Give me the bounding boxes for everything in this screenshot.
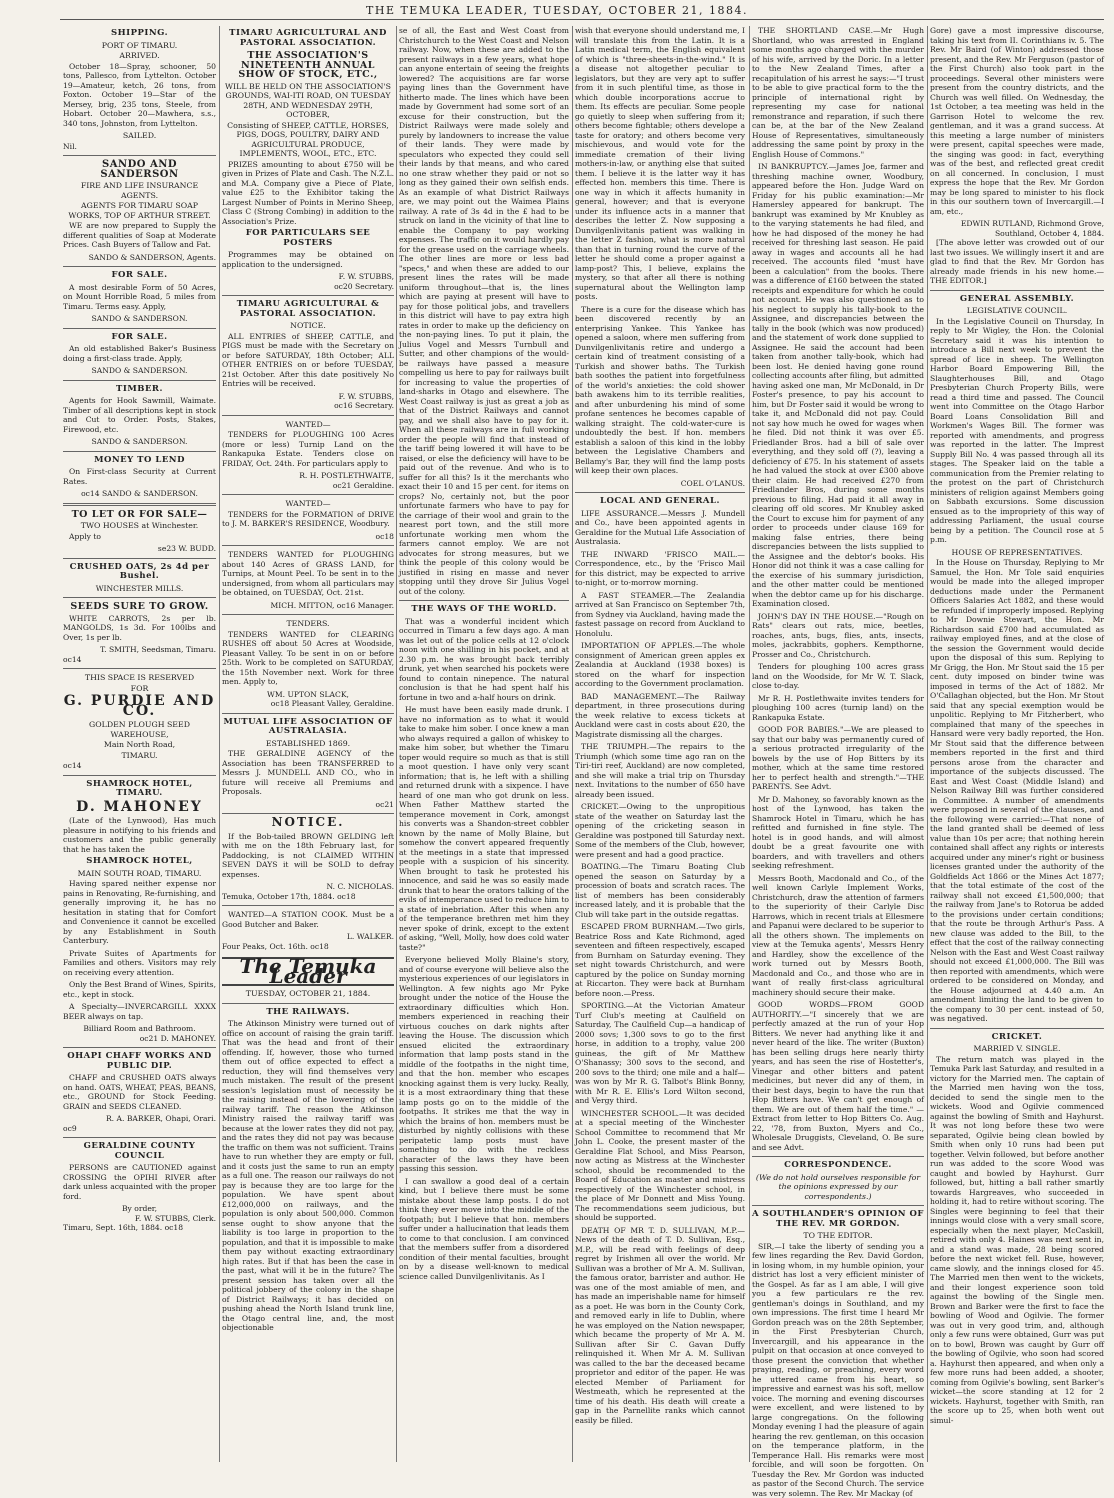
sando-title: SANDO AND SANDERSON: [63, 160, 216, 179]
cricket-report: The return match was played in the Temuka Park last Saturday, and resulted in a victory for the Married men. The captain of the Married men having won the toss, decided to send the single men to the wickets. Wood and Ogilvie commenced against the bowling of Smith and Hayhurst. It was not long before these two were separated, Ogilvie being clean bowled by Smith when only 10 runs had been put together. Velvin followed, but before another run was added to the score Wood was caught and bowled by Hayhurst. Gurr followed, but, hitting a ball rather smartly towards Hargreaves, who succeeded in holding it, had to retire without scoring. The Singles were beginning to feel that their innings would close with a very small score, especially when the next player, McCaskill, retired with only 4. Haines was next sent in, and a stand was made, 28 being scored before the next wicket fell. Ruse, however, came slowly, and the innings closed for 45. The Married men then went to the wickets, and their longest experience soon told against the bowling of the Single men. Brown and Barker were the first to face the bowling of Wood and Ogilvie. The former was out in very good trim, and, although only a few runs were obtained, Gurr was put on to bowl, Brown was caught by Gurr off the bowling of Ogilvie, who soon had scored a. Hayhurst then appeared, and when only a few more runs had been added, a shooter, coming from Ogilvie's bowling, sent Barker's wicket—the score standing at 12 for 2 wickets. Hayhurst, together with Smith, ran the score up to 25, when both went out simul-: [930, 1055, 1104, 1426]
column-5: [752, 26, 924, 1464]
local-item: BAD MANAGEMENT.—The Railway department, in three prosecutions during the week relative to excess tickets at Auckland were cast in costs about £20, the Magistrate dismissing all the charges.: [575, 692, 745, 740]
local-item: BOATING.—The Timaru Boating Club opened the season on Saturday by a procession of boats and scratch races. The list of members has been considerably increased lately, and it is probable that the Club will take part in the outside regattas.: [575, 862, 745, 919]
mutual-heading: MUTUAL LIFE ASSOCIATION OF AUSTRALASIA.: [222, 718, 394, 737]
mahoney-title: D. MAHONEY: [63, 803, 216, 813]
column-2: [222, 26, 394, 1464]
tenders-heading: TENDERS.: [222, 619, 394, 629]
column-divider: [572, 26, 573, 1462]
local-item: CRICKET.—Owing to the unpropitious state of the weather on Saturday last the opening of the cricketing season in Geraldine was postponed till Saturday next. Some of the members of the Club, however, were present and had a good practice.: [575, 802, 745, 859]
apply-text: Apply to: [63, 532, 216, 542]
chaff-text: CHAFF and CRUSHED OATS always on hand. OATS, WHEAT, PEAS, BEANS, etc., GROUND for Stock Feeding. GRAIN and SEEDS CLEANED.: [63, 1073, 216, 1111]
shamrock-heading: SHAMROCK HOTEL, TIMARU.: [63, 780, 216, 799]
show-title: THE ASSOCIATION'S NINETEENTH ANNUAL SHOW OF STOCK, ETC.,: [222, 51, 394, 80]
local-item: IN BANKRUPTCY.—James Joe, farmer and threshing machine owner, Woodbury, appeared before the Hon. Judge Ward on Friday for his public examination:—Mr Hamersley appeared for bankrupt. The bankrupt was examined by Mr Knubley as to the varying statements he had filed, and how he had disposed of the money he had received for threshing last season. He paid away in wages and accounts all he had received. The accounts filed "must have been a calculation" from the books. There was a difference of £160 between the stated receipts and expenditure for which he could not account. He was also questioned as to his neglect to supply his tally-book to the Assignee, and discrepancies between the tally in the book (which was now produced) and the statement of work done supplied to Assignee. He said the account had been taken from another tally-book, which had been lost. He denied having gone round collecting accounts after filing, but admitted having asked one man, Mr McDonald, in Dr Foster's presence, to pay his account to him, but Dr Foster said it would be wrong to take it, and McDonald did not pay. Could not say how much he owed for wages when he filed. Did not think it was over £5. Friedlander Bros. had a bill of sale over everything, and they sold off (?), leaving a deficiency of £75. In his statement of assets he had valued the stock at over £300 above their claim. He had received £270 from Friedlander Bros, during some months previous to filing. Had paid it all away in clearing off old scores. Mr Knubley asked the Court to excuse him for payment of any order to proceeds under clause 169 for making false entries, there being discrepancies between the lists supplied to the Assignee and the debtor's books. His Honor did not think it was a case calling for the exercise of his summary jurisdiction, and the other matter could be mentioned when the debtor came up for his discharge. Examination closed.: [752, 162, 924, 609]
top-rule: [60, 19, 1104, 20]
ways-heading: THE WAYS OF THE WORLD.: [399, 605, 569, 615]
sailed-label: SAILED.: [63, 131, 216, 141]
for-sale-text: An old established Baker's Business doing a first-class trade. Apply,: [63, 344, 216, 363]
assembly-heading: GENERAL ASSEMBLY.: [930, 295, 1104, 305]
wanted-heading: WANTED—: [222, 420, 394, 430]
local-item: THE TRIUMPH.—The repairs to the Triumph (which some time ago ran on the Tiri-tiri reef, Auckland) are now completed, and she will make a trial trip on Thursday next. Invitations to the number of 650 have already been issued.: [575, 742, 745, 799]
date-code: oc14: [63, 761, 216, 771]
ways-continued: wish that everyone should understand me, I will translate this from the Latin. It is a Latin medical term, the English equivalent of which is "three-sheets-in-the-wind." It is a disease not altogether peculiar to legislators, but they are very apt to suffer from it in such plentiful time, as those in which double incorporations accrue to them. Its effects are peculiar. Some people go quietly to sleep when suffering from it; others become fightable; others develope a taste for oratory; and others become very mischievous, and would vote for the immediate cremation of their living mothers-in-law, or anything else that suited them. I believe it is the latter way it has effected hon. members this time. There is one way in which it affects humanity in general, however; and that is everyone under its influence acts in a manner that describes the letter Z. Now supposing a Dunvilgenlivitanis patient was walking in the letter Z fashion, what is more natural than that in turning round the curve of the letter he should come a proper against a lamp-post? This, I believe, explains the mystery, so that after all there is nothing supernatural about the Wellington lamp posts.: [575, 26, 745, 302]
signature: L. WALKER.: [222, 932, 394, 942]
caution-text: PERSONS are CAUTIONED against CROSSING the OPIHI RIVER after dark unless acquainted with the proper ford.: [63, 1163, 216, 1201]
column-3: [399, 26, 569, 1464]
date-code: oc9: [63, 1124, 216, 1134]
oats-heading: CRUSHED OATS, 2s 4d per Bushel.: [63, 563, 216, 582]
masthead: THE TEMUKA LEADER, TUESDAY, OCTOBER 21, 1884.: [0, 4, 1114, 17]
soap-agents: AGENTS FOR TIMARU SOAP WORKS, TOP OF ARTHUR STREET.: [63, 201, 216, 220]
for-sale-heading: FOR SALE.: [63, 271, 216, 281]
signature: oc18 Pleasant Valley, Geraldine.: [222, 699, 394, 709]
cricket-heading: CRICKET.: [930, 1033, 1104, 1043]
for-sale-heading: FOR SALE.: [63, 333, 216, 343]
main-south-road: MAIN SOUTH ROAD, TIMARU.: [63, 869, 216, 879]
local-item: THE SHORTLAND CASE.—Mr Hugh Shortland, who was arrested in England some months ago charged with the murder of his wife, arrived by the Doric. In a letter to the New Zealand Times, after a recapitulation of his arrest he says:—"I trust to be able to give practical form to the the principle of international right by representing my case for national remonstrance and reparation, if such there can be, at the bar of the New Zealand House of Representatives, simultaneously addressing the same point by proxy in the English House of Commons.": [752, 26, 924, 159]
editorial-heading: THE RAILWAYS.: [222, 1008, 394, 1018]
plough-text: GOLDEN PLOUGH SEED WAREHOUSE,: [63, 720, 216, 739]
billiard-text: Billiard Room and Bathroom.: [63, 1024, 216, 1034]
signature: N. C. NICHOLAS.: [222, 882, 394, 892]
signature: SANDO & SANDERSON, Agents.: [63, 253, 216, 263]
local-item: THE INWARD 'FRISCO MAIL.—Correspondence, etc., by the 'Frisco Mail for this district, may be expected to arrive to-night, or to-morrow morning.: [575, 550, 745, 588]
shamrock-hotel: SHAMROCK HOTEL,: [63, 857, 216, 867]
seeds-heading: SEEDS SURE TO GROW.: [63, 602, 216, 612]
letter-signature: EDWIN RUTLAND, Richmond Grove, Southland, October 4, 1884.: [930, 219, 1104, 238]
signature: R. H. POSTLETHWAITE,: [222, 471, 394, 481]
seeds-text: WHITE CARROTS, 2s per lb. MANGOLDS, 1s 3d. For 100lbs and Over, 1s per lb.: [63, 614, 216, 643]
sailed-text: Nil.: [63, 142, 216, 152]
north-road: Main North Road,: [63, 740, 216, 750]
newspaper-flag: The Temuka Leader: [222, 957, 394, 986]
timber-text: Agents for Hook Sawmill, Waimate. Timber of all descriptions kept in stock and Cut to Order. Posts, Stakes, Firewood, etc.: [63, 396, 216, 434]
signature: WM. UPTON SLACK,: [222, 690, 394, 700]
notice-label: NOTICE.: [222, 321, 394, 331]
local-item: JOHN'S DAY IN THE HOUSE.—"Rough on Rats" clears out rats, mice, beetles, roaches, ants, bugs, flies, ants, insects, moles, jackrabbits, gophers. Kempthorne, Prosser and Co., Christchurch.: [752, 612, 924, 660]
mills-name: WINCHESTER MILLS.: [63, 584, 216, 594]
local-heading: LOCAL AND GENERAL.: [575, 497, 745, 507]
to-editor: TO THE EDITOR.: [752, 1231, 924, 1241]
local-item: Mr R. H. Postlethwaite invites tenders for ploughing 100 acres (turnip land) on the Rankapuka Estate.: [752, 694, 924, 723]
prizes-text: PRIZES amounting to about £750 will be given in Prizes of Plate and Cash. The N.Z.L. and M.A. Company give a Piece of Plate, value £25 to the Exhibitor taking the Largest Number of Points in Merino Sheep, Class C (Strong Combing) in addition to the Association's Prize.: [222, 160, 394, 227]
local-item: WINCHESTER SCHOOL.—It was decided at a special meeting of the Winchester School Committee to recommend that Mr John L. Cooke, the present master of the Geraldine Flat School, and Miss Pearson, now acting as Mistress at the Winchester school, should be recommended to the Board of Education as master and mistress respectively of the Winchester school, in the place of Mr Donnett and Miss Young. The recommendations seem judicious, but should be supported.: [575, 1109, 745, 1223]
signature: SANDO & SANDERSON.: [63, 366, 216, 376]
date-code: oc21: [222, 800, 394, 810]
house-text: In the House on Thursday, Replying to Mr Samuel, the Hon. Mr Tole said enquiries would be made into the alleged improper deductions made under the Permanent Officers Salaries Act 1882, and these would be refunded if improperly imposed. Replying to Mr Downie Stewart, the Hon. Mr Richardson said £700 had accumulated as railway employed fines, and at the close of the session the Government would decide upon the disposal of this sum. Replying to Mr Grigg, the Hon. Mr Stout said the 15 per cent. duty imposed on binder twine was imposed in terms of the Act of 1882. Mr O'Callaghan objected, but the Hon. Mr Stout said that any special exemption would be unpolitic. Replying to Mr Fitzherbert, who complained that many of the speeches in Hansard were very badly reported, the Hon. Mr Stout said that the difference between members reported in the first and third persons arose from the character and importance of the subjects discussed. The East and West Coast (Middle Island) and Nelson Railway Bill was further considered in Committee. A number of amendments were proposed in several of the clauses, and the following were carried:—That none of the land granted shall be deemed of less value than 10s per acre; that nothing herein contained shall affect any rights or interests acquired under any miner's right or business licenses granted under the authority of the Goldfields Act 1866 or the Mines Act 1877; that the total estimate of the cost of the railway shall not exceed £1,500,000; that the railway from Jane's to Rotorua be added to the provisions under certain conditions; that the route be through Arthur's Pass. A new clause was added to the Bill, to the effect that the cost of the railway connecting Nelson with the East and West Coast railway should not exceed £1,000,000. The Bill was then reported with amendments, which were ordered to be considered on Monday, and the House adjourned at 4.40 a.m. An amendment limiting the land to be given to the company to 30 per cent. instead of 50, was negatived.: [930, 558, 1104, 1024]
column-divider: [749, 26, 750, 1462]
signature: MICH. MITTON, oc16 Manager.: [222, 601, 394, 611]
signature: se23 W. BUDD.: [63, 544, 216, 554]
soap-text: WE are now prepared to Supply the different qualities of Soap at Moderate Prices. Cash Buyers of Tallow and Fat.: [63, 221, 216, 250]
column-6: [930, 26, 1104, 1464]
signature: oc16 Secretary.: [222, 401, 394, 411]
by-order: By order,: [63, 1204, 216, 1214]
signature: oc20 Secretary.: [222, 282, 394, 292]
local-item: Mr D. Mahoney, so favorably known as the host of the Lynwood, has taken the Shamrock Hotel in Timaru, which he has refitted and furnished in fine style. The hotel is in good hands, and will almost doubt be a great favourite one with boarders, and with travellers and others seeking refreshment.: [752, 795, 924, 871]
wanted-text: TENDERS for the FORMATION of DRIVE to J. M. BARKER'S RESIDENCE, Woodbury.: [222, 510, 394, 529]
correspondence-heading: CORRESPONDENCE.: [752, 1161, 924, 1171]
date-code: Four Peaks, Oct. 16th. oc18: [222, 942, 394, 952]
ways-paragraph: I can swallow a good deal of a certain kind, but I believe there must be some mistake about these lamp posts. I do not think they ever move into the middle of the footpath; but I believe that hon. members suffer under a hallucination that leads them to come to that conclusion. I am convinced that the members suffer from a disordered condition of their mental faculties, brought on by a disease well-known to medical science called Dunvilgenlivitanis. As I: [399, 1177, 569, 1282]
ohapi-heading: OHAPI CHAFF WORKS AND PUBLIC DIP.: [63, 1052, 216, 1071]
mahoney-text: (Late of the Lynwood), Has much pleasure in notifying to his friends and customers and the public generally that he has taken the: [63, 816, 216, 854]
arrived-label: ARRIVED.: [63, 51, 216, 61]
shipping-heading: SHIPPING.: [63, 29, 216, 39]
ways-paragraph: Everyone believed Molly Blaine's story, and of course everyone will believe also the mysterious experiences of our legislators in Wellington. A few nights ago Mr Pyke brought under the notice of the House the extraordinary difficulties which Hon. members experienced in reaching their virtuous couches on dark nights after leaving the House. The discussion which ensued elicited the extraordinary information that lamp posts stand in the middle of the footpaths in the night time, and that the hon. member who escapes knocking against them is very lucky. Really, it is a most extraordinary thing that these lamp posts go on to the middle of the footpaths. It strikes me that the way in which the brains of hon. members must be disturbed by nightly collisions with these peripatetic lamp posts must have something to do with the reckless character of the laws they have been passing this session.: [399, 955, 569, 1174]
local-item: DEATH OF MR T. D. SULLIVAN, M.P.—News of the death of T. D. Sullivan, Esq., M.P., will be read with feelings of deep regret by Irishmen all over the world. Mr Sullivan was a brother of Mr A. M. Sullivan, the famous orator, barrister and author. He was one of the most amiable of men, and has made an imperishable name for himself as a poet. He was born in the County Cork, and removed early in life to Dublin, where he was employed on the Nation newspaper, which became the property of Mr A. M. Sullivan after Sir C. Gavan Duffy relinquished it. When Mr A. M. Sullivan was called to the bar the deceased became proprietor and editor of the paper. He was elected Member of Parliament for Westmeath, which he represented at the time of his death. His death will create a gap in the Parnellite ranks which cannot easily be filled.: [575, 1226, 745, 1426]
correspondence-note: (We do not hold ourselves responsible for the opinions expressed by our correspondents.): [752, 1173, 924, 1202]
mutual-text: THE GERALDINE AGENCY of the Association has been TRANSFERRED to Messrs J. MUNDELL AND CO., who in future will receive all Premiums and Proposals.: [222, 749, 394, 797]
show-held: WILL BE HELD ON THE ASSOCIATION'S GROUNDS, WAI-ITI ROAD, ON TUESDAY 28TH, AND WEDNESDAY 29TH, OCTOBER,: [222, 82, 394, 120]
show-consisting: Consisting of SHEEP, CATTLE, HORSES, PIGS, DOGS, POULTRY, DAIRY AND AGRICULTURAL PRODUCE, IMPLEMENTS, WOOL, ETC., ETC.: [222, 121, 394, 159]
signature: F. W. STUBBS, Clerk.: [63, 1214, 216, 1224]
editor-note: [The above letter was crowded out of our last two issues. We willingly insert it and are glad to find that the Rev. Mr Gordon has already made friends in his new home.—THE EDITOR.]: [930, 238, 1104, 286]
column-divider: [927, 26, 928, 1462]
money-text: On First-class Security at Current Rates.: [63, 467, 216, 486]
wanted-heading: WANTED—: [222, 499, 394, 509]
local-item: A FAST STEAMER.—The Zealandia arrived at San Francisco on September 7th, from Sydney via Auckland, having made the fastest passage on record from Auckland to Honolulu.: [575, 591, 745, 639]
signature: F. W. STUBBS,: [222, 392, 394, 402]
column-4: [575, 26, 745, 1464]
private-suites-text: Private Suites of Apartments for Families and others. Visitors may rely on receiving every attention.: [63, 949, 216, 978]
match-title: MARRIED V. SINGLE.: [930, 1044, 1104, 1054]
local-item: Tenders for ploughing 100 acres grass land on the Woodside, for Mr W. T. Slack, close to-day.: [752, 662, 924, 691]
letter-continued: Gore) gave a most impressive discourse, taking his text from II. Corinthians iv. 5. The Rev. Mr Baird (of Winton) addressed those present, and the Rev. Mr Ferguson (pastor of the First Church) also took part in the proceedings. Several other ministers were present from the country districts, and the Church was well filled. On Wednesday, the 1st October, a tea meeting was held in the Garrison Hotel to welcome the rev. gentleman, and it was a grand success. At this meeting a large number of ministers were present, capital speeches were made, the singing was good: in fact, everything was of the best, and reflected great credit on all concerned. In conclusion, I must express the hope that the Rev. Mr Gordon may be long spared to minister to his flock in this our southern town of Invercargill.—I am, etc.,: [930, 26, 1104, 216]
tenders-text: TENDERS WANTED for CLEARING RUSHES off about 50 Acres at Woodside, Pleasant Valley. To be sent in on or before 25th. Work to be completed on SATURDAY, the 15th November next. Work for three men. Apply to,: [222, 630, 394, 687]
local-item: GOOD FOR BABIES."—We are pleased to say that our baby was permanently cured of a serious protracted irregularity of the bowels by the use of Hop Bitters by its mother, which at the same time restored her to perfect health and strength."—THE PARENTS. See Advt.: [752, 725, 924, 792]
ways-paragraph: There is a cure for the disease which has been discovered recently by an enterprising Yankee. This Yankee has opened a saloon, where men suffering from Dunvilgenlivitanis retire and undergo a certain kind of treatment consisting of a Turkish and shower baths. The Turkish bath soothes the patient into forgetfulness of the world's anxieties: the cold shower bath awakens him to its terrible realities, and after unburdening his mind of some profane sentences he becomes capable of walking straight. The cold-water-cure is undoubtedly the best. If hon. members establish a saloon of this kind in the lobby between the Legislative Chambers and Bellamy's Bar, they will find the lamp posts will keep their own places.: [575, 305, 745, 476]
house-heading: HOUSE OF REPRESENTATIVES.: [930, 548, 1104, 558]
signature: F. W. STUBBS,: [222, 272, 394, 282]
particulars-heading: FOR PARTICULARS SEE POSTERS: [222, 229, 394, 248]
timber-heading: TIMBER.: [63, 385, 216, 395]
date-code: oc14: [63, 655, 216, 665]
signature: SANDO & SANDERSON.: [63, 314, 216, 324]
association-heading: TIMARU AGRICULTURAL AND PASTORAL ASSOCIATION.: [222, 29, 394, 48]
author-signature: COEL O'LANUS.: [575, 479, 745, 489]
county-council-heading: GERALDINE COUNTY COUNCIL: [63, 1142, 216, 1161]
arrivals-text: October 18—Spray, schooner, 50 tons, Pallesco, from Lyttelton. October 19—Amateur, ketch, 26 tons, from Foxton. October 19—Star of the Mersey, brig, 235 tons, Steele, from Hobart. October 20—Mawhera, s.s., 340 tons, Johnston, from Lyttelton.: [63, 62, 216, 129]
signature: oc21 Geraldine.: [222, 481, 394, 491]
signature: SANDO & SANDERSON.: [63, 437, 216, 447]
notice-text: ALL ENTRIES of SHEEP, CATTLE, and PIGS must be made with the Secretary on or before SATURDAY, 18th October; ALL OTHER ENTRIES on or before TUESDAY, 21st October. After this date positively No Entries will be received.: [222, 332, 394, 389]
association-heading: TIMARU AGRICULTURAL & PASTORAL ASSOCIATION.: [222, 300, 394, 319]
date-code: Timaru, Sept. 16th, 1884. oc18: [63, 1223, 216, 1233]
purdie-title: G. PURDIE AND CO.: [63, 697, 216, 716]
for-label: FOR: [63, 684, 216, 694]
ways-paragraph: He must have been easily made drunk. I have no information as to what it would take to make him sober. I once knew a man who always required a gallon of whiskey to make him sober, but whether the Timaru toper would require so much as that is still a moot question. I have only very scant information; that is, he left with a shilling and returned drunk with a sixpence. I have heard of one man who got drunk on less. When Father Matthew started the temperance movement in Cork, amongst his converts was a Shandon-street cobbler known by the name of Molly Blaine, but somehow the convert appeared frequently at the meetings in a state that impressed people with a suspicion of his sincerity. When brought to task he protested his innocence, and said he was so easily made drunk that to hear the orators talking of the evils of intemperance used to reduce him to a state of inebriation. After this when any of the temperance brethren met him they never spoke of drink, except to the extent of asking, "Well, Molly, how does cold water taste?": [399, 705, 569, 952]
column-divider: [396, 26, 397, 1462]
renovation-text: Having spared neither expense nor pains in Renovating, Re-furnishing, and generally improving it, he has no hesitation in stating that for Comfort and Convenience it cannot be excelled by any Establishment in South Canterbury.: [63, 879, 216, 946]
local-item: LIFE ASSURANCE.—Messrs J. Mundell and Co., have been appointed agents in Geraldine for the Mutual Life Association of Australasia.: [575, 509, 745, 547]
wines-text: Only the Best Brand of Wines, Spirits, etc., kept in stock.: [63, 980, 216, 999]
local-item: Messrs Booth, Macdonald and Co., of the well known Carlyle Implement Works, Christchurch, draw the attention of farmers to the superiority of their Carlyle Disc Harrows, which in recent trials at Ellesmere and Papanui were declared to be superior to all the others shown. The implements on view at the Temuka agents', Messrs Henry and Hardley, show the excellence of the work turned out by Messrs Booth, Macdonald and Co., and those who are in want of really first-class agricultural machinery should secure their make.: [752, 874, 924, 998]
tenders-text: TENDERS WANTED for PLOUGHING about 140 Acres of GRASS LAND, for Turnips, at Mount Peel. To be sent in to the undersigned, from whom all particulars may be obtained, on TUESDAY, Oct. 21st.: [222, 550, 394, 598]
signature: oc14 SANDO & SANDERSON.: [63, 489, 216, 499]
for-sale-text: A most desirable Form of 50 Acres, on Mount Horrible Road, 5 miles from Timaru. Terms easy. Apply,: [63, 283, 216, 312]
ways-paragraph: That was a wonderful incident which occurred in Timaru a few days ago. A man was let out of the police cells at 12 o'clock noon with one shilling in his pocket, and at 2.30 p.m. he was brought back terribly drunk, yet when searched his pockets were found to contain ninepence. The natural conclusion is that he had spent half his fortune in two and a-half hours on drink.: [399, 617, 569, 703]
issue-date: TUESDAY, OCTOBER 21, 1884.: [222, 989, 394, 999]
to-let-heading: TO LET OR FOR SALE—: [63, 510, 216, 520]
council-heading: LEGISLATIVE COUNCIL.: [930, 306, 1104, 316]
column-divider: [219, 26, 220, 1462]
notice-text: If the Bob-tailed BROWN GELDING left with me on the 18th February last, for Paddocking, is not CLAIMED WITHIN SEVEN DAYS it will be SOLD to defray expenses.: [222, 832, 394, 880]
signature: T. SMITH, Seedsman, Timaru.: [63, 645, 216, 655]
signature: R. A. BARKER, Ohapi, Orari.: [63, 1114, 216, 1124]
council-text: In the Legislative Council on Thursday, In reply to Mr Wigley, the Hon. the Colonial Secretary said it was his intention to introduce a Bill next week to prevent the spread of lice in sheep. The Wellington Harbor Board Empowering Bill, the Slaughterhouses Bill, and Otago Presbyterian Church Property Bills, were read a third time and passed. The Council went into Committee on the Otago Harbor Board Loans Consolidation Bill and Workmen's Wages Bill. The former was reported with amendments, and progress was reported in the latter. The Imprest Supply Bill No. 4 was passed through all its stages. The Speaker laid on the table a communication from the Premier relating to the protest on the part of Christchurch ministers of religion against Members going on Sabbath excursions. Some discussion ensued as to the impropriety of this way of addressing Parliament, the usual course being by a petition. The Council rose at 5 p.m.: [930, 317, 1104, 545]
wanted-text: TENDERS for PLOUGHING 100 Acres (more or less) Turnip Land on the Rankapuka Estate. Tenders close on FRIDAY, Oct. 24th. For particulars apply to: [222, 430, 394, 468]
reserved-heading: THIS SPACE IS RESERVED: [63, 673, 216, 683]
wanted-text: WANTED—A STATION COOK. Must be a Good Butcher and Baker.: [222, 910, 394, 929]
notice-heading: NOTICE.: [222, 818, 394, 828]
date-code: oc18: [222, 532, 394, 542]
local-item: IMPORTATION OF APPLES.—The whole consignment of American green apples ex Zealandia at Auckland (1938 boxes) is stored on the wharf for inspection according to the Government proclamation.: [575, 641, 745, 689]
money-heading: MONEY TO LEND: [63, 456, 216, 466]
date-code: Temuka, October 17th, 1884. oc18: [222, 892, 394, 902]
local-item: ESCAPED FROM BURNHAM.—Two girls, Beatrice Ross and Kate Richmond, aged seventeen and fifteen respectively, escaped from Burnham on Saturday evening. They set night towards Christchurch, and were captured by the police on Sunday morning at Riccarton. They were back at Burnham before noon.—Press.: [575, 922, 745, 998]
editorial-text: The Atkinson Ministry were turned out of office on account of raising the grain tariff. That was the head and front of their offending. If, however, those who turned them out of office expected to effect a reduction, they will find themselves very much mistaken. The result of the present session's legislation must of necessity be the raising instead of the lowering of the railway tariff. The reason the Atkinson Ministry raised the railway tariff was because at the lower rates they did not pay, and the rates they did not pay was because the traffic on them was not sufficient. Trains have to run whether they are empty or full, and it costs just the same to run an empty as a full one. The reason our railways do not pay is because they are too large for the population. We have spent about £12,000,000 on railways, and the population is only about 500,000. Common sense ought to show anyone that the liability is too large in proportion to the population, and that it is impossible to make them pay without exacting extraordinary high rates. But if that has been the case in the past, what will it be in the future? The present session has taken over all the political jobbery of the colony in the shape of District Railways; it has decided on pushing ahead the North Island trunk line, the Otago central line, and, the most objectionable: [222, 1019, 394, 1333]
established-label: ESTABLISHED 1869.: [222, 739, 394, 749]
column-1-advertisements: [63, 26, 216, 1464]
port-heading: PORT OF TIMARU.: [63, 41, 216, 51]
editorial-continued: se of all, the East and West Coast from Christchurch to the West Coast and Nelson railway. Now, when these are added to the present railways in a few years, what hope can anyone entertain of seeing the freights lowered? The acquisitions are far worse paying lines than the Government have hitherto made. The lines which have been made by Government had some sort of an excuse for their construction, but the District Railways were made solely and purely by landowners to increase the value of their lands. They were made by speculators who expected they could sell their lands by that means, and who cared no one straw whether they paid or not so long as they gained their own selfish ends. As an example of what District Railways are, we may point out the Waimea Plains railway. A rate of 3s 4d in the £ had to be struck on land in the vicinity of that line to enable the Company to pay working expenses. The traffic on it would hardly pay for the grease used on the carriage wheels. The other lines are more or less bad "specs," and when these are added to our present lines the rates will be made uniform throughout—that is, the lines which are paying at present will have to pay for those political jobs, and travellers in this district will have to pay extra high rates in order to make up the deficiency on the non-paying lines. To put it plain, the Julius Vogel and Messrs Turnbull and Sutter, and other champions of the would-be railways have passed a measure compelling us here to pay for railways built for increasing to value the properties of land-sharks in Otago and elsewhere. The West Coast railway is just as great a job as that of the District Railways and cannot pay, and we shall also have to pay for it. When all these railways are in full working order the people will find that instead of the tariff being lowered it will have to be raised, or else the deficiency will have to be paid out of the revenue. And who is to suffer for all this? Is it the merchants who exact their 10 and 15 per cent. for items on crops? No, certainly not, but the poor unfortunate farmers who have to pay for the carriage of their wool and grain to the nearest port town, and the still more unfortunate working men whom the farmers cannot employ. We are not advocates for strong measures, but we think the people of this colony would be justified in rising en masse and never stopping until they drove Sir Julius Vogel out of the colony.: [399, 26, 569, 596]
local-item: GOOD WORDS—FROM GOOD AUTHORITY.—"I sincerely that we are perfectly amazed at the run of your Hop Bitters. We never had anything like it and never heard of the like. The writer (Buxton) has been selling drugs here nearly thirty years, and has seen the rise of Hostetter's, Vinegar and other bitters and patent medicines, but never did any of them, in their best days, begin to have the run that Hop Bitters have. We can't get enough of them. We are out of them half the time." — Extract from letter to Hop Bitters Co. Aug. 22, '78, from Buxton, Myers and Co., Wholesale Druggists, Cleveland, O. Be sure and see Advt.: [752, 1000, 924, 1152]
letter-text: SIR,—I take the liberty of sending you a few lines regarding the Rev. David Gordon, in losing whom, in my humble opinion, your district has lost a very efficient minister of the Gospel. As far as I am able, I will give you a few particulars re the rev. gentleman's doings in Southland, and my own impressions. The first time I heard Mr Gordon preach was on the 28th September, in the First Presbyterian Church, Invercargill, and his appearance in the pulpit on that occasion at once conveyed to those present the conviction that whether praying, reading, or preaching, every word he uttered came from his heart, so impressive and earnest was his soft, mellow voice. The morning and evening discourses were excellent, and were listened to by large congregations. On the following Monday evening I had the pleasure of again hearing the rev. gentleman, on this occasion on the temperance platform, in the Temperance Hall. His remarks were most forcible, and will soon be forgotten. On Tuesday the Rev. Mr Gordon was inducted as pastor of the Second Church. The service was very solemn. The Rev. Mr Mackay (of: [752, 1242, 924, 1498]
local-item: SPORTING.—At the Victorian Amateur Turf Club's meeting at Caulfield on Saturday, The Caulfield Cup—a handicap of 2000 sovs; 1,300 sovs to go to the first horse, in addition to a trophy, value 200 guineas, the gift of Mr Matthew O'Shanassy; 300 sovs to the second, and 200 sovs to the third; one mile and a half—was won by Mr R. G. Talbot's Blink Bonny, with Mr R. E. Ellis's Lord Wilton second, and Vergy third.: [575, 1001, 745, 1106]
letter-heading: A SOUTHLANDER'S OPINION OF THE REV. MR GORDON.: [752, 1210, 924, 1229]
to-let-sub: TWO HOUSES at Winchester.: [63, 521, 216, 531]
programmes-text: Programmes may be obtained on application to the undersigned.: [222, 250, 394, 269]
sando-subtitle: FIRE AND LIFE INSURANCE AGENTS.: [63, 181, 216, 200]
specialty-text: A Specialty—INVERCARGILL XXXX BEER always on tap.: [63, 1002, 216, 1021]
timaru-label: TIMARU.: [63, 751, 216, 761]
signature: oc21 D. MAHONEY.: [63, 1034, 216, 1044]
